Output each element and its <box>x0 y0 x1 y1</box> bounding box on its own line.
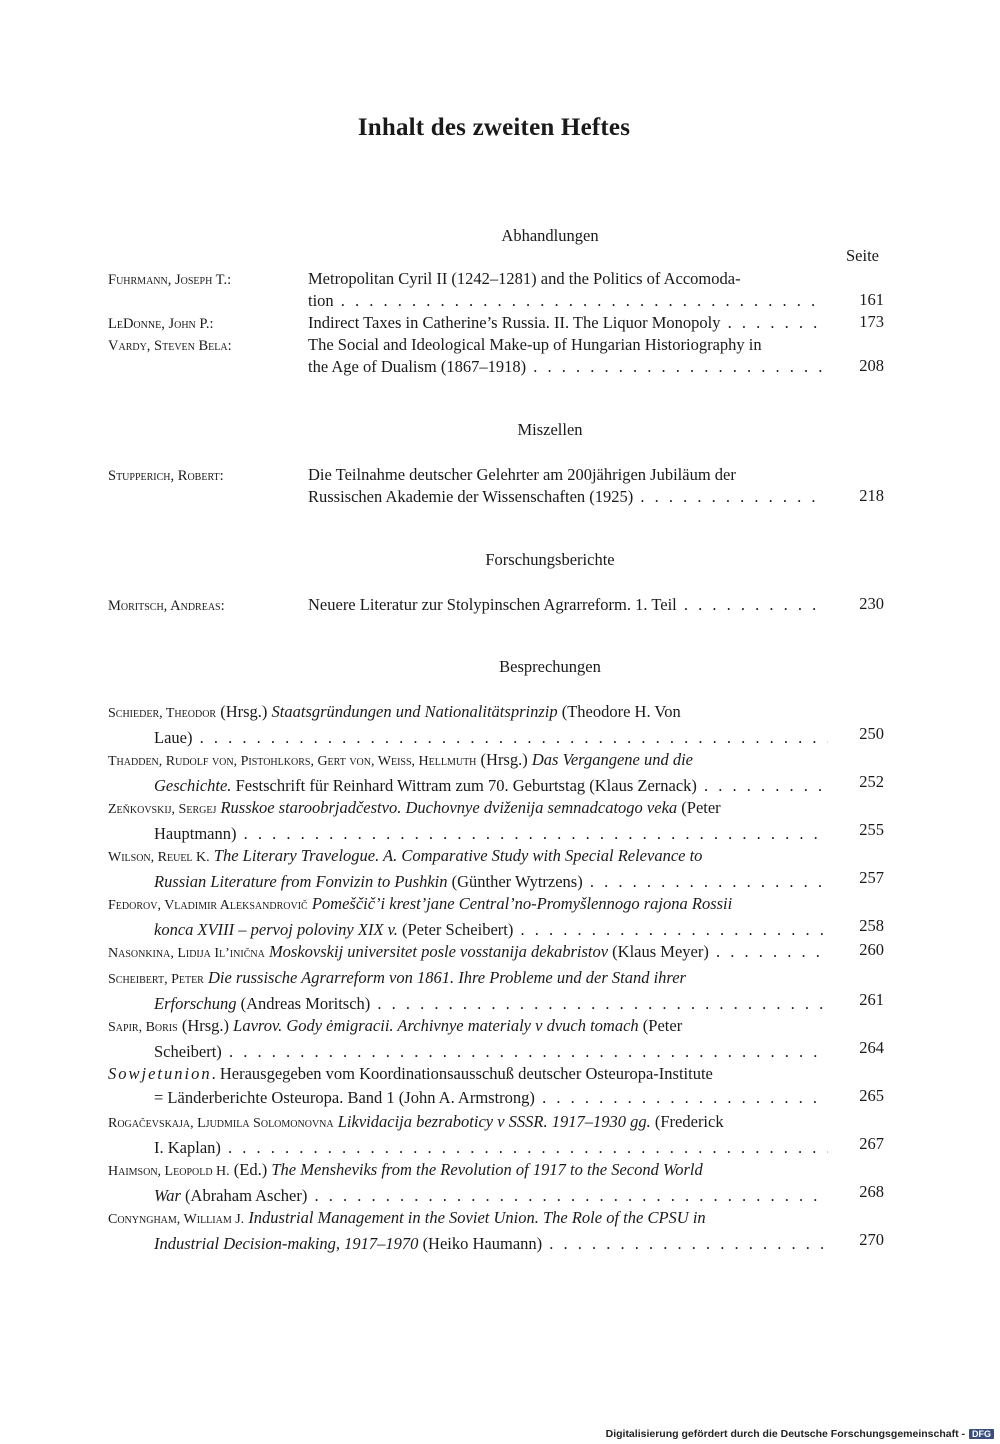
review-reviewer: Festschrift für Reinhard Wittram zum 70. Geburtstag (Klaus Zernack) <box>231 776 697 795</box>
review-reviewer: (Andreas Moritsch) <box>236 994 371 1013</box>
review-entry <box>108 966 828 1016</box>
review-reviewer: . Herausgegeben vom Koordinationsausschuß deutscher Osteuropa-Institute <box>211 1064 713 1083</box>
review-page: 261 <box>859 990 884 1009</box>
review-title: Die russische Agrarreform von 1861. Ihre Probleme und der Stand ihrer <box>207 968 686 987</box>
review-reviewer: = Länderberichte Osteuropa. Band 1 (John A. Armstrong) <box>154 1088 535 1107</box>
review-page: 270 <box>859 1230 884 1249</box>
review-entry <box>108 748 828 798</box>
entry-title: Metropolitan Cyril II (1242–1281) and the Politics of Accomoda- tion . . . <box>308 268 826 312</box>
review-editor-note: (Hrsg.) <box>476 750 532 769</box>
review-title: The Literary Travelogue. A. Comparative Study with Special Relevance to <box>213 846 703 865</box>
footer-text: Digitalisierung gefördert durch die Deutsche Forschungsgemeinschaft - <box>605 1428 965 1440</box>
section-heading-forschungsberichte: Forschungsberichte <box>485 550 615 569</box>
review-title-cont: Russian Literature from Fonvizin to Pushkin <box>154 872 448 891</box>
review-title: Pomeščič’i krest’jane Central’no-Promyšlennogo rajona Rossii <box>311 894 733 913</box>
review-author: Wilson, Reuel K. <box>108 850 210 865</box>
review-author: Fedorov, Vladimir Aleksandrovič <box>108 898 308 913</box>
entry-author: Fuhrmann, Joseph T.: <box>108 272 232 288</box>
review-entry <box>108 940 828 966</box>
entry-page: 161 <box>859 290 884 309</box>
entry-page: 208 <box>859 356 884 375</box>
entry-title: Neuere Literatur zur Stolypinschen Agrarreform. 1. Teil . . . <box>308 594 826 616</box>
review-title: Moskovskij universitet posle vosstanija dekabristov <box>268 942 609 961</box>
review-title: Likvidacija bezraboticy v SSSR. 1917–1930 gg. <box>337 1112 651 1131</box>
review-author: Rogačevskaja, Ljudmila Solomonovna <box>108 1116 334 1131</box>
entry-page: 218 <box>859 486 884 505</box>
review-reviewer: (Peter <box>677 798 721 817</box>
section-heading-abhandlungen: Abhandlungen <box>501 226 599 245</box>
entry-title: Indirect Taxes in Catherine’s Russia. II. The Liquor Monopoly . . . <box>308 312 826 334</box>
review-author: Thadden, Rudolf von, Pistohlkors, Gert von, Weiss, Hellmuth <box>108 754 477 769</box>
review-author: Nasonkina, Lidija Il’inična <box>108 946 265 961</box>
review-author: Zeňkovskij, Sergej <box>108 802 217 817</box>
review-author: Scheibert, Peter <box>108 972 204 987</box>
review-reviewer: (Peter Scheibert) <box>397 920 514 939</box>
review-entry <box>108 1206 828 1256</box>
review-title: The Mensheviks from the Revolution of 1917 to the Second World <box>271 1160 703 1179</box>
review-editor-note: (Ed.) <box>229 1160 272 1179</box>
review-page: 267 <box>859 1134 884 1153</box>
footer-credit <box>606 1428 994 1440</box>
review-reviewer: (Frederick <box>650 1112 724 1131</box>
review-entry <box>108 1062 828 1110</box>
review-editor-note: (Hrsg.) <box>177 1016 234 1035</box>
review-title: Staatsgründungen und Nationalitätsprinzip <box>271 702 558 721</box>
review-reviewer: (Peter <box>638 1016 683 1035</box>
review-reviewer: Hauptmann) <box>154 824 237 843</box>
section-heading-miszellen: Miszellen <box>517 420 583 439</box>
section-heading-besprechungen: Besprechungen <box>499 657 601 676</box>
review-page: 258 <box>859 916 884 935</box>
entry-author: Moritsch, Andreas: <box>108 598 225 614</box>
review-page: 265 <box>859 1086 884 1105</box>
review-title-cont: Erforschung <box>154 994 237 1013</box>
review-author: Sapir, Boris <box>108 1020 178 1035</box>
review-title: Industrial Management in the Soviet Union. The Role of the CPSU in <box>248 1208 706 1227</box>
dfg-logo: DFG <box>969 1429 994 1439</box>
review-author: Conyngham, William J. <box>108 1212 245 1227</box>
review-page: 260 <box>859 940 884 959</box>
review-entry <box>108 1110 828 1160</box>
review-reviewer: (Abraham Ascher) <box>180 1186 308 1205</box>
review-reviewer: (Heiko Haumann) <box>418 1234 543 1253</box>
review-title-cont: Industrial Decision-making, 1917–1970 <box>154 1234 419 1253</box>
review-editor-note: (Hrsg.) <box>216 702 272 721</box>
entry-title: Die Teilnahme deutscher Gelehrter am 200jährigen Jubiläum der Russischen Akademie der Wissenschaften (1925) . . . <box>308 464 826 508</box>
review-title-cont: konca XVIII – pervoj poloviny XIX v. <box>154 920 398 939</box>
review-entry <box>108 796 828 846</box>
review-page: 250 <box>859 724 884 743</box>
review-entry <box>108 844 828 894</box>
review-title: Lavrov. Gody ėmigracii. Archivnye materialy v dvuch tomach <box>233 1016 639 1035</box>
entry-author: Stupperich, Robert: <box>108 468 224 484</box>
page-title: Inhalt des zweiten Heftes <box>357 114 631 141</box>
entry-title: The Social and Ideological Make-up of Hungarian Historiography in the Age of Dualism (1867–1918) . . . <box>308 334 826 378</box>
review-page: 264 <box>859 1038 884 1057</box>
review-title-cont: Geschichte. <box>154 776 232 795</box>
entry-author: Vardy, Steven Bela: <box>108 338 232 354</box>
review-title: Das Vergangene und die <box>531 750 694 769</box>
entry-author: LeDonne, John P.: <box>108 316 214 332</box>
review-entry <box>108 1158 828 1208</box>
review-reviewer: Scheibert) <box>154 1042 222 1061</box>
review-reviewer: (Theodore H. Von <box>557 702 681 721</box>
review-entry <box>108 1014 828 1064</box>
review-reviewer: I. Kaplan) <box>154 1138 221 1157</box>
review-page: 255 <box>859 820 884 839</box>
review-title: Sowjetunion <box>108 1064 212 1083</box>
review-author: Schieder, Theodor <box>108 706 217 721</box>
review-author: Haimson, Leopold H. <box>108 1164 230 1179</box>
review-entry <box>108 700 828 750</box>
review-reviewer: Laue) <box>154 728 193 747</box>
review-reviewer: (Klaus Meyer) <box>608 942 709 961</box>
review-entry <box>108 892 828 942</box>
review-reviewer: (Günther Wytrzens) <box>447 872 583 891</box>
seite-label: Seite <box>846 246 879 265</box>
review-title: Russkoe staroobrjadčestvo. Duchovnye dviženija semnadcatogo veka <box>220 798 678 817</box>
review-page: 257 <box>859 868 884 887</box>
entry-page: 173 <box>859 312 884 331</box>
review-page: 252 <box>859 772 884 791</box>
review-page: 268 <box>859 1182 884 1201</box>
entry-page: 230 <box>859 594 884 613</box>
review-title-cont: War <box>154 1186 181 1205</box>
